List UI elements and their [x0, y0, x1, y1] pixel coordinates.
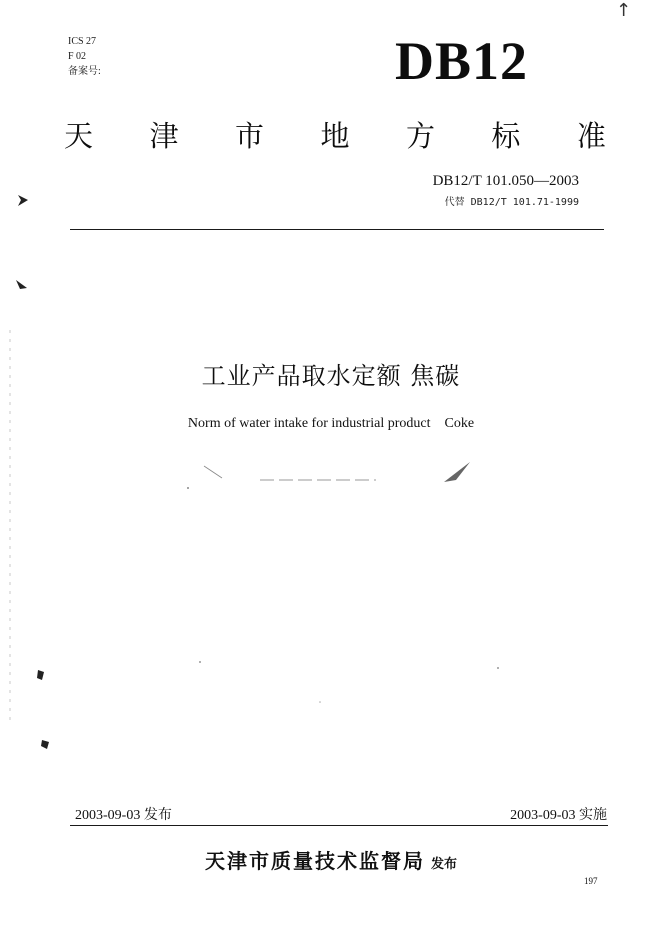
footer-divider — [70, 825, 608, 826]
standard-title-char: 准 — [576, 119, 606, 153]
corner-handwritten-mark: ↑ — [616, 0, 632, 21]
standard-title-char: 地 — [320, 119, 350, 153]
standard-type-title — [64, 119, 606, 153]
standard-title-char: 天 — [64, 119, 94, 153]
implementation-date: 2003-09-03 实施 — [510, 808, 607, 823]
scan-mark-arrow-1 — [18, 195, 28, 206]
scan-speck-2 — [199, 661, 201, 663]
publisher-suffix: 发布 — [430, 857, 457, 872]
document-title-english: Norm of water intake for industrial product Coke — [187, 416, 475, 431]
publisher-line — [0, 845, 662, 874]
standard-title-char: 标 — [491, 119, 521, 153]
scan-speck-4 — [319, 701, 321, 703]
standard-title-char: 方 — [405, 119, 435, 153]
classification-codes — [68, 34, 101, 79]
standard-title-char: 市 — [234, 119, 264, 153]
issue-date: 2003-09-03 发布 — [75, 808, 172, 823]
replaces-standard: 代替 DB12/T 101.71-1999 — [444, 197, 579, 208]
document-title-chinese: 工业产品取水定额 焦碳 — [201, 362, 461, 390]
scan-speck-1 — [187, 487, 189, 489]
standard-number: DB12/T 101.050—2003 — [432, 173, 579, 189]
standard-logo: DB12 — [395, 31, 529, 91]
header-divider — [70, 229, 604, 230]
filing-number-label: 备案号: — [68, 66, 101, 77]
category-code: F 02 — [68, 51, 87, 62]
ics-code: ICS 27 — [68, 36, 97, 47]
scan-mark-blot-1 — [37, 670, 44, 680]
scan-smudge-3 — [444, 462, 470, 482]
scan-mark-arrow-2 — [16, 280, 27, 289]
scan-speck-3 — [497, 667, 499, 669]
page-number: 197 — [584, 876, 598, 886]
standard-title-char: 津 — [149, 119, 179, 153]
scan-mark-blot-2 — [41, 740, 49, 749]
publisher-name: 天津市质量技术监督局 — [204, 849, 425, 873]
scan-smudge-1 — [204, 466, 222, 478]
